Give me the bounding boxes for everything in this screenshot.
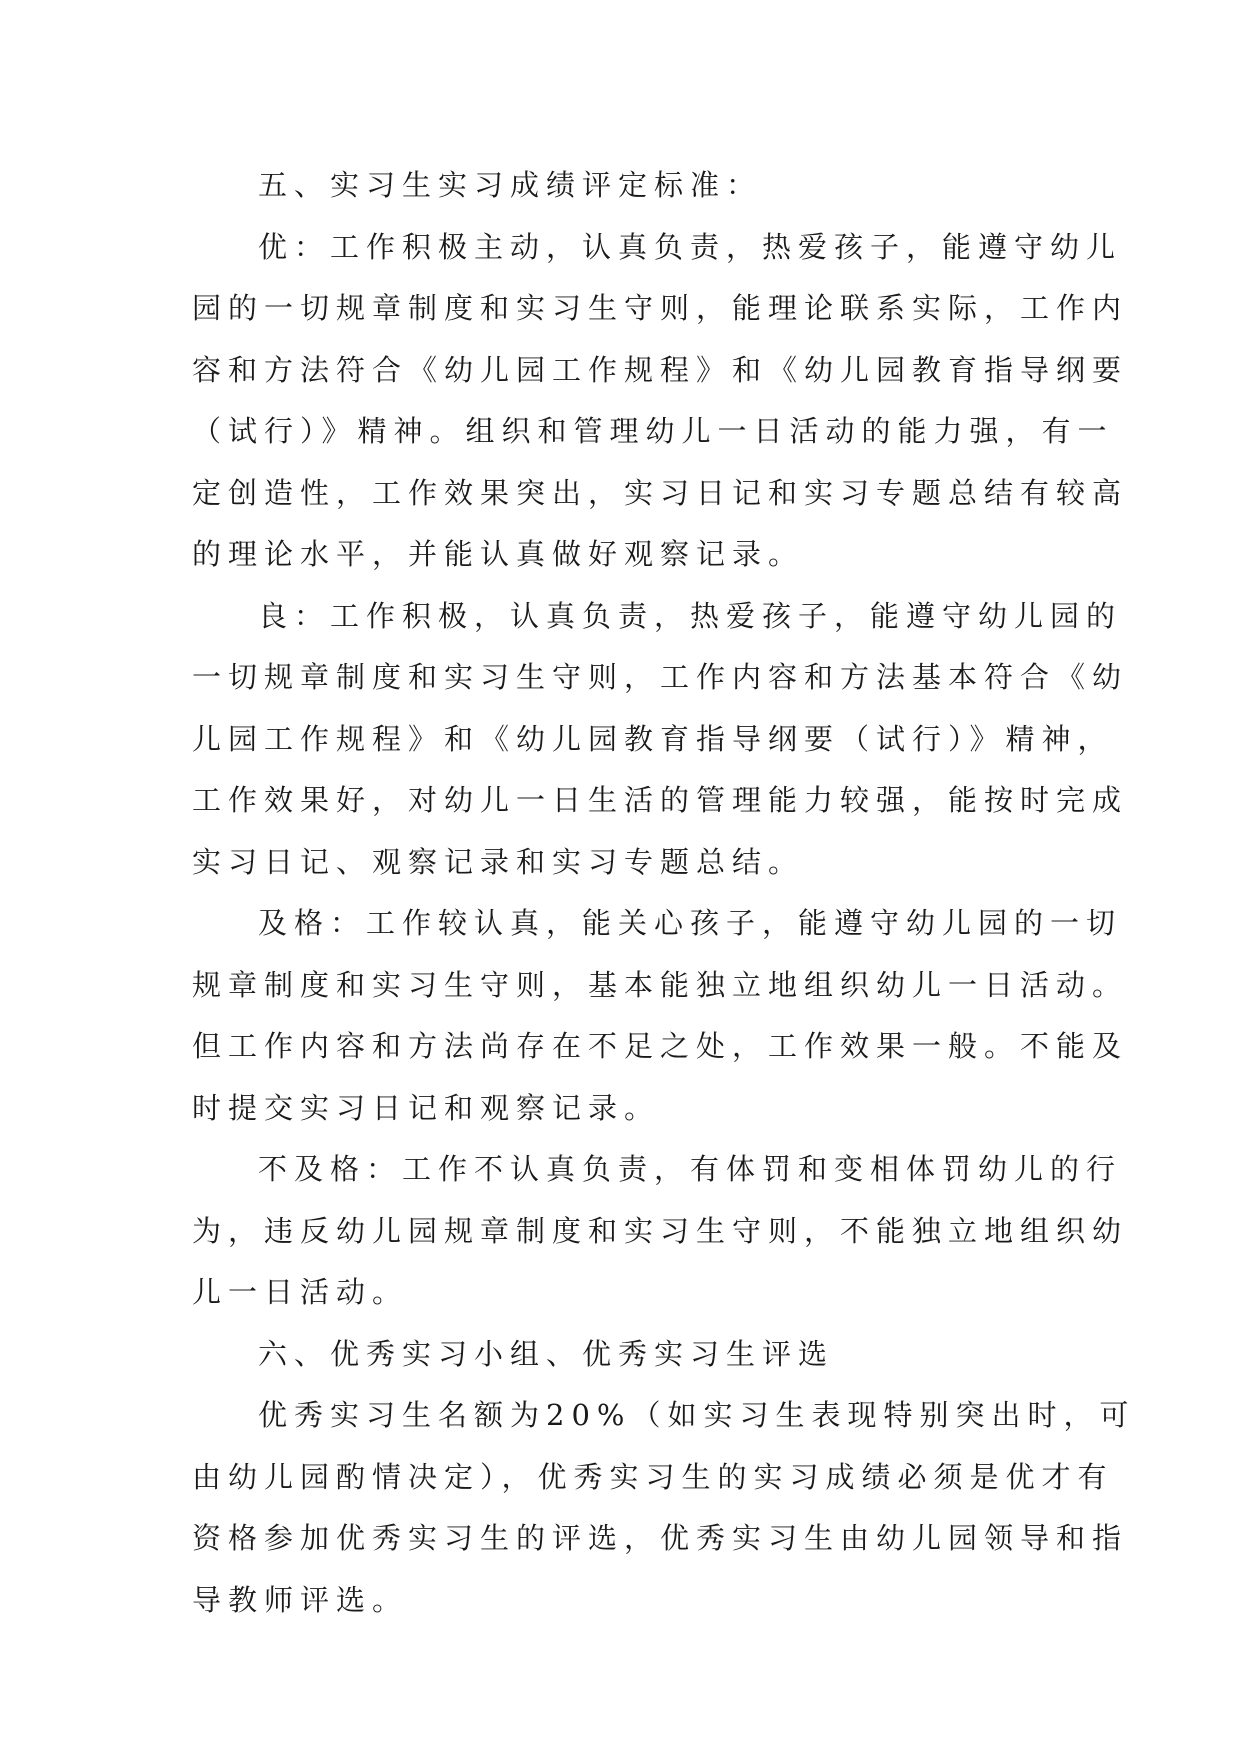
paragraph-line: 但工作内容和方法尚存在不足之处，工作效果一般。不能及 bbox=[192, 1029, 1129, 1063]
paragraph-line: （试行）》精神。组织和管理幼儿一日活动的能力强，有一 bbox=[192, 414, 1114, 448]
paragraph-line: 定创造性，工作效果突出，实习日记和实习专题总结有较高 bbox=[192, 475, 1129, 510]
paragraph-line: 优：工作积极主动，认真负责，热爱孩子，能遵守幼儿 bbox=[258, 229, 1123, 264]
section-heading: 五、实习生实习成绩评定标准： bbox=[258, 168, 763, 202]
paragraph-line: 一切规章制度和实习生守则，工作内容和方法基本符合《幼 bbox=[192, 660, 1129, 694]
paragraph-line: 及格：工作较认真，能关心孩子，能遵守幼儿园的一切 bbox=[258, 906, 1123, 940]
paragraph-line: 的理论水平，并能认真做好观察记录。 bbox=[192, 537, 805, 571]
paragraph-line: 由幼儿园酌情决定），优秀实习生的实习成绩必须是优才有 bbox=[192, 1459, 1114, 1494]
paragraph-line: 为，违反幼儿园规章制度和实习生守则，不能独立地组织幼 bbox=[192, 1213, 1129, 1248]
document-body bbox=[192, 155, 1136, 1631]
paragraph-line: 实习日记、观察记录和实习专题总结。 bbox=[192, 844, 805, 879]
paragraph-line: 规章制度和实习生守则，基本能独立地组织幼儿一日活动。 bbox=[192, 967, 1129, 1002]
paragraph-line: 儿一日活动。 bbox=[192, 1275, 409, 1309]
paragraph-line: 园的一切规章制度和实习生守则，能理论联系实际，工作内 bbox=[192, 291, 1129, 325]
paragraph-line: 导教师评选。 bbox=[192, 1582, 409, 1617]
paragraph-line: 时提交实习日记和观察记录。 bbox=[192, 1090, 661, 1125]
paragraph-line: 儿园工作规程》和《幼儿园教育指导纲要（试行）》精神， bbox=[192, 721, 1114, 756]
paragraph-line: 优秀实习生名额为20%（如实习生表现特别突出时，可 bbox=[258, 1398, 1136, 1432]
paragraph-line: 容和方法符合《幼儿园工作规程》和《幼儿园教育指导纲要 bbox=[192, 352, 1129, 387]
paragraph-line: 不及格：工作不认真负责，有体罚和变相体罚幼儿的行 bbox=[258, 1152, 1123, 1186]
paragraph-line: 良：工作积极，认真负责，热爱孩子，能遵守幼儿园的 bbox=[258, 598, 1123, 633]
paragraph-line: 工作效果好，对幼儿一日生活的管理能力较强，能按时完成 bbox=[192, 783, 1129, 817]
paragraph-line: 资格参加优秀实习生的评选，优秀实习生由幼儿园领导和指 bbox=[192, 1521, 1129, 1555]
section-heading: 六、优秀实习小组、优秀实习生评选 bbox=[258, 1336, 835, 1371]
